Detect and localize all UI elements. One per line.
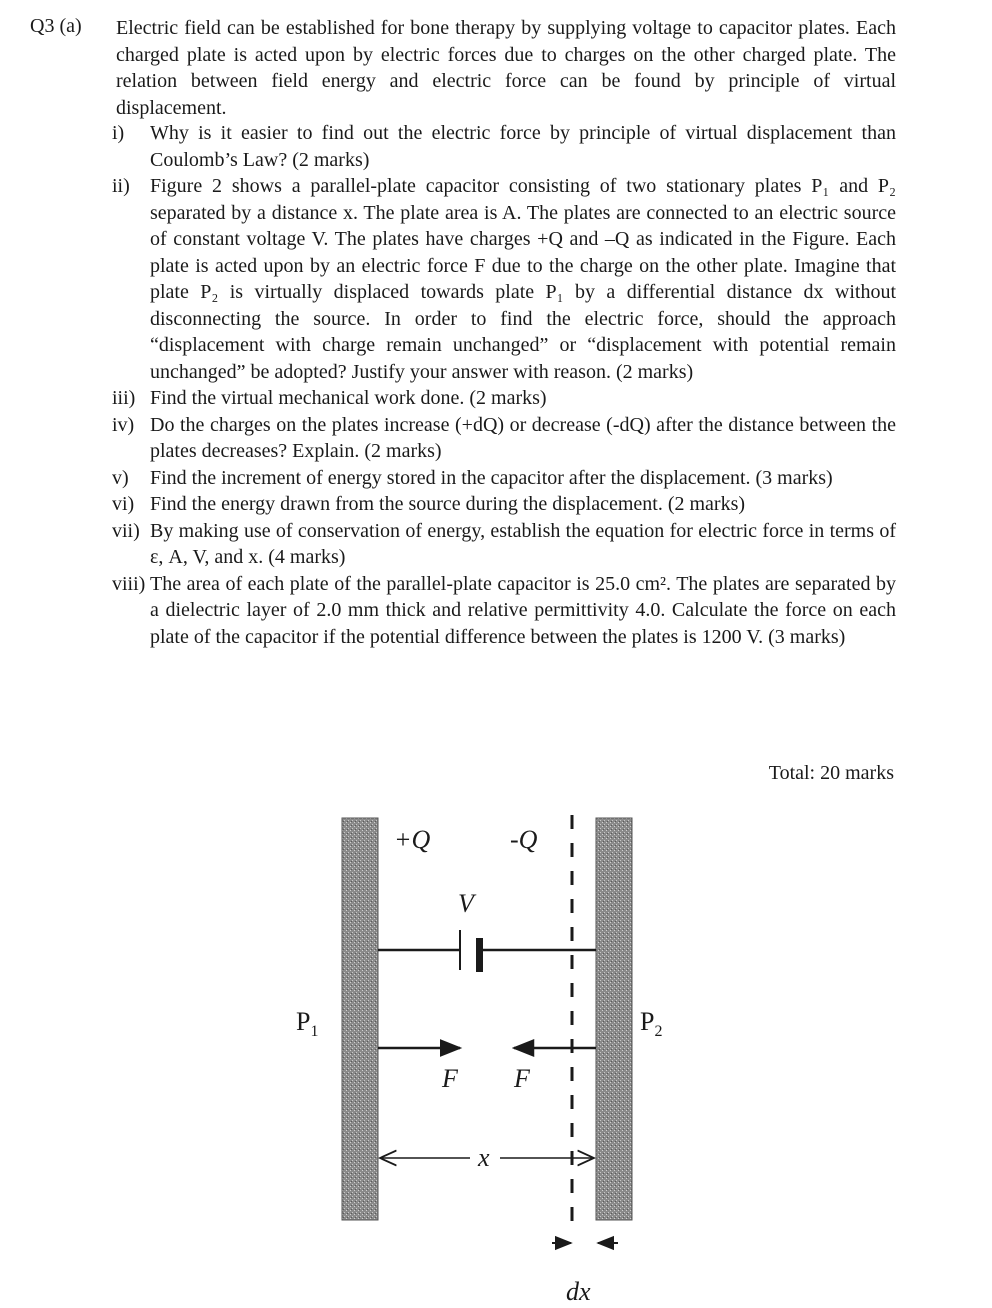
part-text: Why is it easier to find out the electric force by principle of virtual displacement than Coulomb’s Law? (2 marks) (150, 122, 896, 171)
part-number: iv) (112, 413, 135, 436)
part-text: By making use of conservation of energy, establish the equation for electric force in terms of ε, A, V, and x. (4 marks) (150, 519, 896, 568)
part-number: vii) (112, 519, 140, 542)
plate1-label (296, 1007, 318, 1040)
plate1-subscript: 1 (310, 1023, 319, 1040)
total-marks: Total: 20 marks (768, 762, 894, 784)
part-number: ii) (112, 175, 130, 197)
plate2-label (640, 1007, 662, 1040)
plate2-subscript: 2 (654, 1023, 663, 1040)
plate1-letter: P (296, 1007, 311, 1036)
battery-short-terminal (476, 938, 483, 972)
question-label: Q3 (a) (30, 15, 82, 37)
dx-label: dx (566, 1277, 591, 1306)
minus-q-label: -Q (510, 825, 538, 854)
force-left-label: F (442, 1064, 458, 1093)
force-right-label: F (514, 1064, 530, 1093)
plus-q-label: +Q (394, 825, 431, 854)
part-number: i) (112, 122, 125, 144)
plate-p1 (342, 818, 378, 1220)
distance-x-label: x (478, 1143, 490, 1172)
question-intro: Electric field can be established for bone therapy by supplying voltage to capacitor plates. Each charged plate is acted upon by electric forces due to charges on the other charged plate. The relation between field energy and electric force can be found by principle of virtual displacement. (116, 17, 896, 119)
part-number: iii) (112, 387, 136, 409)
part-number: viii) (112, 572, 146, 595)
part-text: Figure 2 shows a parallel-plate capacitor consisting of two stationary plates P₁ and P₂ separated by a distance x. The plate area is A. The plates are connected to an electric source of constant voltage V. The plates have charges +Q and –Q as indicated in the Figure. Each plate is acted upon by an electric force F due to the charge on the other plate. Imagine that plate P₂ is virtually displaced towards plate P₁ by a differential distance dx without disconnecting the source. In order to find the electric force, should the approach “displacement with charge remain unchanged” or “displacement with potential remain unchanged” be adopted? Justify your answer with reason. (2 marks) (150, 175, 896, 383)
part-text: The area of each plate of the parallel-plate capacitor is 25.0 cm². The plates are separated by a dielectric layer of 2.0 mm thick and relative permittivity 4.0. Calculate the force on each plate of the capacitor if the potential difference between the plates is 1200 V. (3 marks) (150, 572, 896, 648)
part-number: v) (112, 466, 129, 489)
part-text: Find the increment of energy stored in the capacitor after the displacement. (3 marks) (150, 466, 833, 489)
part-text: Find the energy drawn from the source during the displacement. (2 marks) (150, 493, 746, 515)
voltage-label: V (458, 889, 474, 918)
plate-p2 (596, 818, 632, 1220)
part-text: Do the charges on the plates increase (+dQ) or decrease (-dQ) after the distance between the plates decreases? Explain. (2 marks) (150, 413, 896, 462)
part-text: Find the virtual mechanical work done. (2 marks) (150, 387, 547, 409)
plate2-letter: P (640, 1007, 655, 1036)
part-number: vi) (112, 493, 135, 515)
